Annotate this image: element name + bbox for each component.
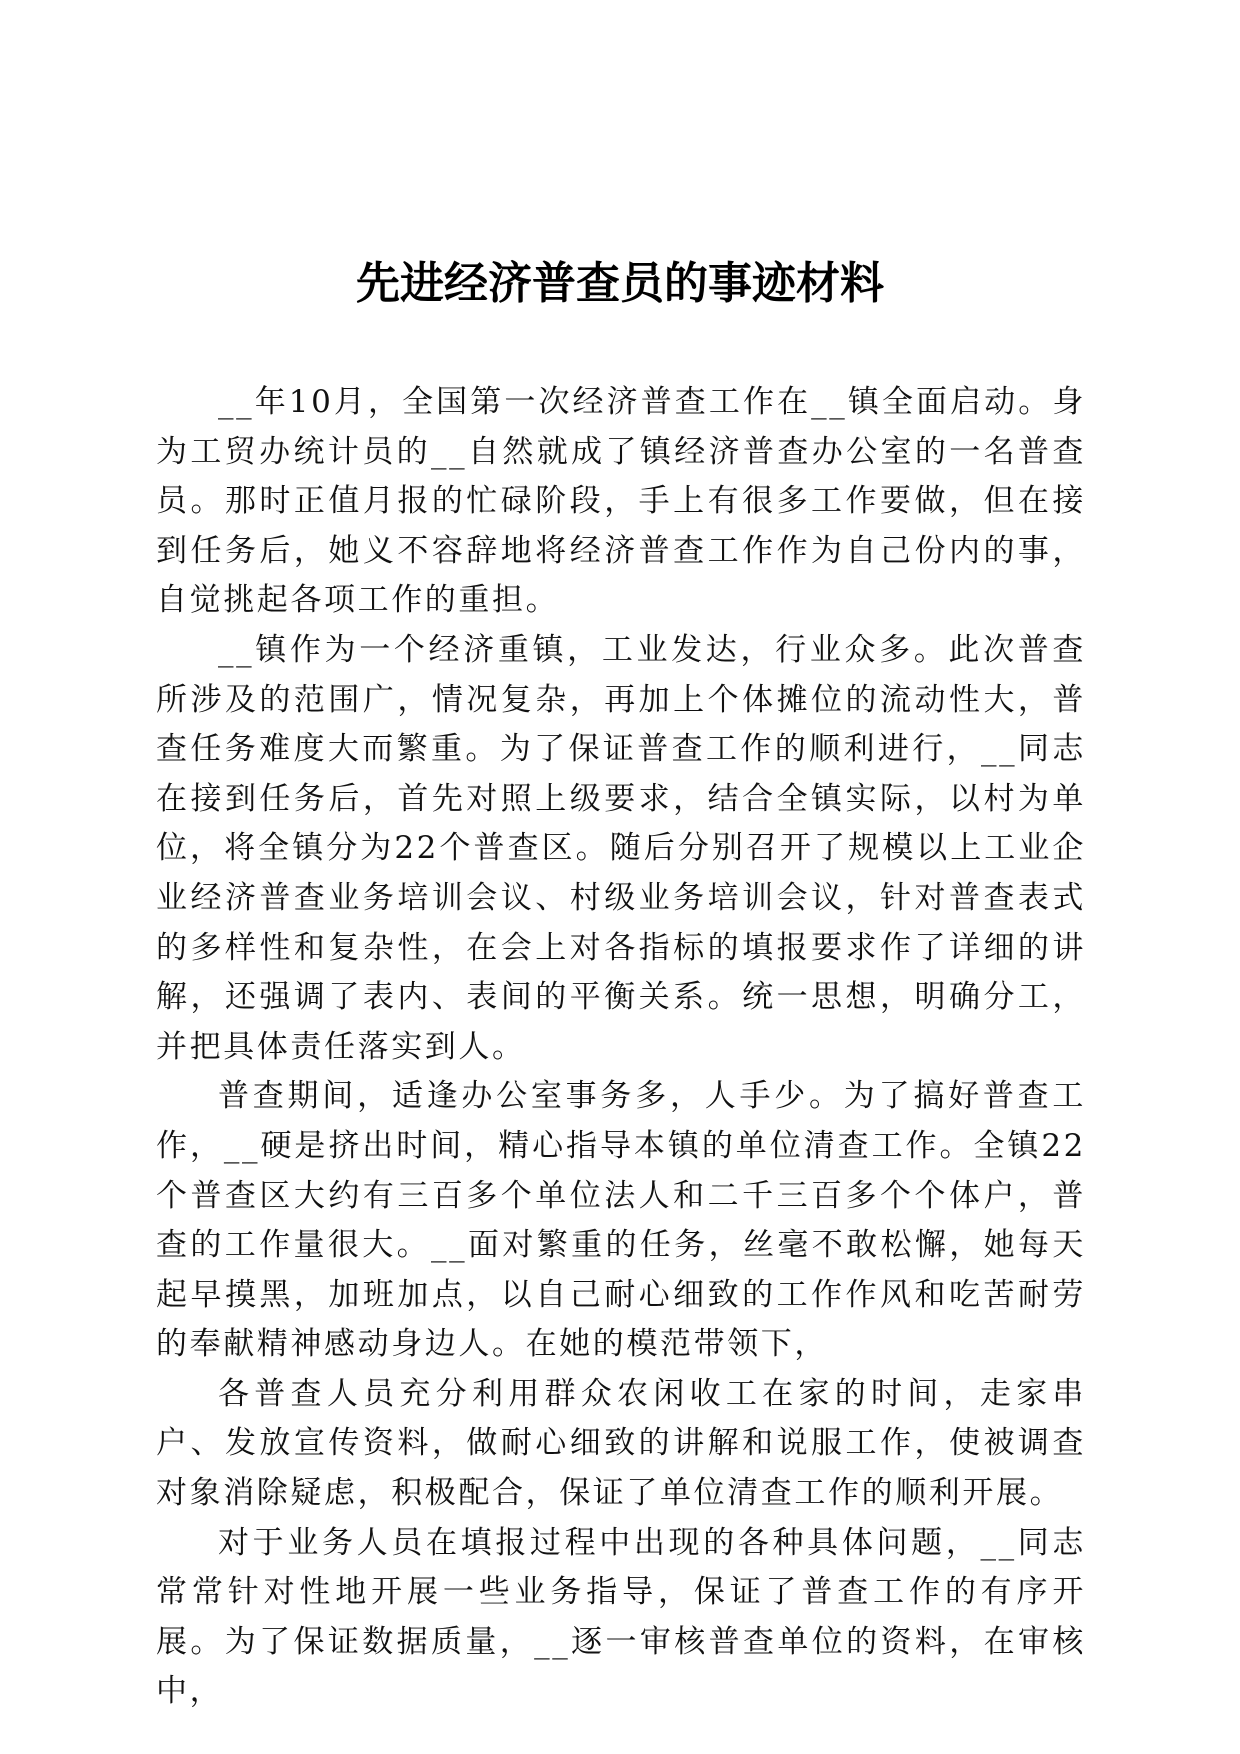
paragraph: __年10月，全国第一次经济普查工作在__镇全面启动。身为工贸办统计员的__自然就成了镇经济普查办公室的一名普查员。那时正值月报的忙碌阶段，手上有很多工作要做，但在接到任务后，她义不容辞地将经济普查工作作为自己份内的事，自觉挑起各项工作的重担。 — [156, 384, 1086, 619]
paragraph: 普查期间，适逢办公室事务多，人手少。为了搞好普查工作，__硬是挤出时间，精心指导本镇的单位清查工作。全镇22个普查区大约有三百多个单位法人和二千三百多个个体户，普查的工作量很大。__面对繁重的任务，丝毫不敢松懈，她每天起早摸黑，加班加点，以自己耐心细致的工作作风和吃苦耐劳的奉献精神感动身边人。在她的模范带领下， — [156, 1078, 1086, 1363]
paragraph: 各普查人员充分利用群众农闲收工在家的时间，走家串户、发放宣传资料，做耐心细致的讲解和说服工作，使被调查对象消除疑虑，积极配合，保证了单位清查工作的顺利开展。 — [156, 1375, 1086, 1512]
paragraph: __镇作为一个经济重镇，工业发达，行业众多。此次普查所涉及的范围广，情况复杂，再加上个体摊位的流动性大，普查任务难度大而繁重。为了保证普查工作的顺利进行，__同志在接到任务后，首先对照上级要求，结合全镇实际，以村为单位，将全镇分为22个普查区。随后分别召开了规模以上工业企业经济普查业务培训会议、村级业务培训会议，针对普查表式的多样性和复杂性，在会上对各指标的填报要求作了详细的讲解，还强调了表内、表间的平衡关系。统一思想，明确分工，并把具体责任落实到人。 — [156, 631, 1086, 1065]
document-title: 先进经济普查员的事迹材料 — [356, 258, 884, 309]
paragraph: 对于业务人员在填报过程中出现的各种具体问题，__同志常常针对性地开展一些业务指导，保证了普查工作的有序开展。为了保证数据质量，__逐一审核普查单位的资料，在审核中， — [156, 1524, 1086, 1710]
document-body — [156, 378, 1086, 1717]
